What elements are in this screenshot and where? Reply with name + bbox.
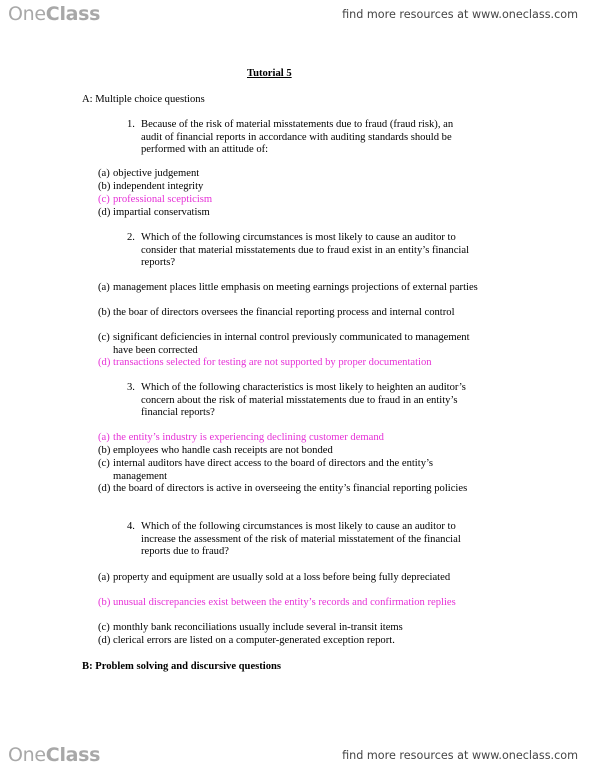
question-number: 1. [127,119,135,130]
oneclass-logo [8,3,100,25]
logo-text-class: Class [45,3,101,25]
option-label: (a) [98,432,110,443]
section-a-heading: A: Multiple choice questions [82,94,205,105]
oneclass-logo-footer [8,744,100,766]
option-text: significant deficiencies in internal control previously communicated to management have been corrected [113,332,470,356]
option-label: (a) [98,282,110,293]
option-label: (d) [98,635,111,646]
resources-link-footer[interactable]: find more resources at www.oneclass.com [342,749,578,762]
option-text: monthly bank reconciliations usually include several in-transit items [113,622,403,633]
option-label: (b) [98,307,111,318]
resources-link[interactable]: find more resources at www.oneclass.com [342,8,578,21]
question-text: Which of the following characteristics is most likely to heighten an auditor’s concern about the risk of material misstatements due to fraud in an entity’s financial reports? [141,382,466,419]
option-text: property and equipment are usually sold at a loss before being fully depreciated [113,572,451,583]
option-label: (c) [98,622,110,633]
option-text: transactions selected for testing are not supported by proper documentation [113,357,432,368]
section-b-heading: B: Problem solving and discursive questions [82,661,282,672]
option-text: the board of directors is active in overseeing the entity’s financial reporting policies [113,483,468,494]
option-text: employees who handle cash receipts are not bonded [113,445,333,456]
question-text: Which of the following circumstances is most likely to cause an auditor to consider that material misstatements due to fraud exist in an entity’s financial reports? [141,232,470,269]
option-text: impartial conservatism [113,207,210,218]
option-text: unusual discrepancies exist between the entity’s records and confirmation replies [113,597,456,608]
page-title: Tutorial 5 [247,68,292,79]
option-label: (a) [98,572,110,583]
option-text: the boar of directors oversees the financial reporting process and internal control [113,307,455,318]
option-label: (d) [98,357,111,368]
question-text: Which of the following circumstances is most likely to cause an auditor to increase the assessment of the risk of material misstatement of the financial reports due to fraud? [141,521,461,558]
logo-text-one: One [8,744,46,766]
option-label: (b) [98,181,111,192]
option-label: (b) [98,445,111,456]
option-text: internal auditors have direct access to the board of directors and the entity’s management [113,458,434,482]
option-text: objective judgement [113,168,200,179]
option-label: (c) [98,194,110,205]
option-text: professional scepticism [113,194,213,205]
option-text: management places little emphasis on meeting earnings projections of external parties [113,282,478,293]
option-label: (d) [98,483,111,494]
option-text: clerical errors are listed on a computer-generated exception report. [113,635,395,646]
option-label: (c) [98,458,110,469]
question-number: 3. [127,382,135,393]
option-label: (d) [98,207,111,218]
option-label: (c) [98,332,110,343]
option-text: the entity’s industry is experiencing declining customer demand [113,432,384,443]
option-text: independent integrity [113,181,204,192]
question-text: Because of the risk of material misstatements due to fraud (fraud risk), an audit of financial reports in accordance with auditing standards should be performed with an attitude of: [141,119,454,156]
question-number: 4. [127,521,135,532]
question-number: 2. [127,232,135,243]
option-label: (b) [98,597,111,608]
logo-text-one: One [8,3,46,25]
option-label: (a) [98,168,110,179]
logo-text-class: Class [45,744,101,766]
